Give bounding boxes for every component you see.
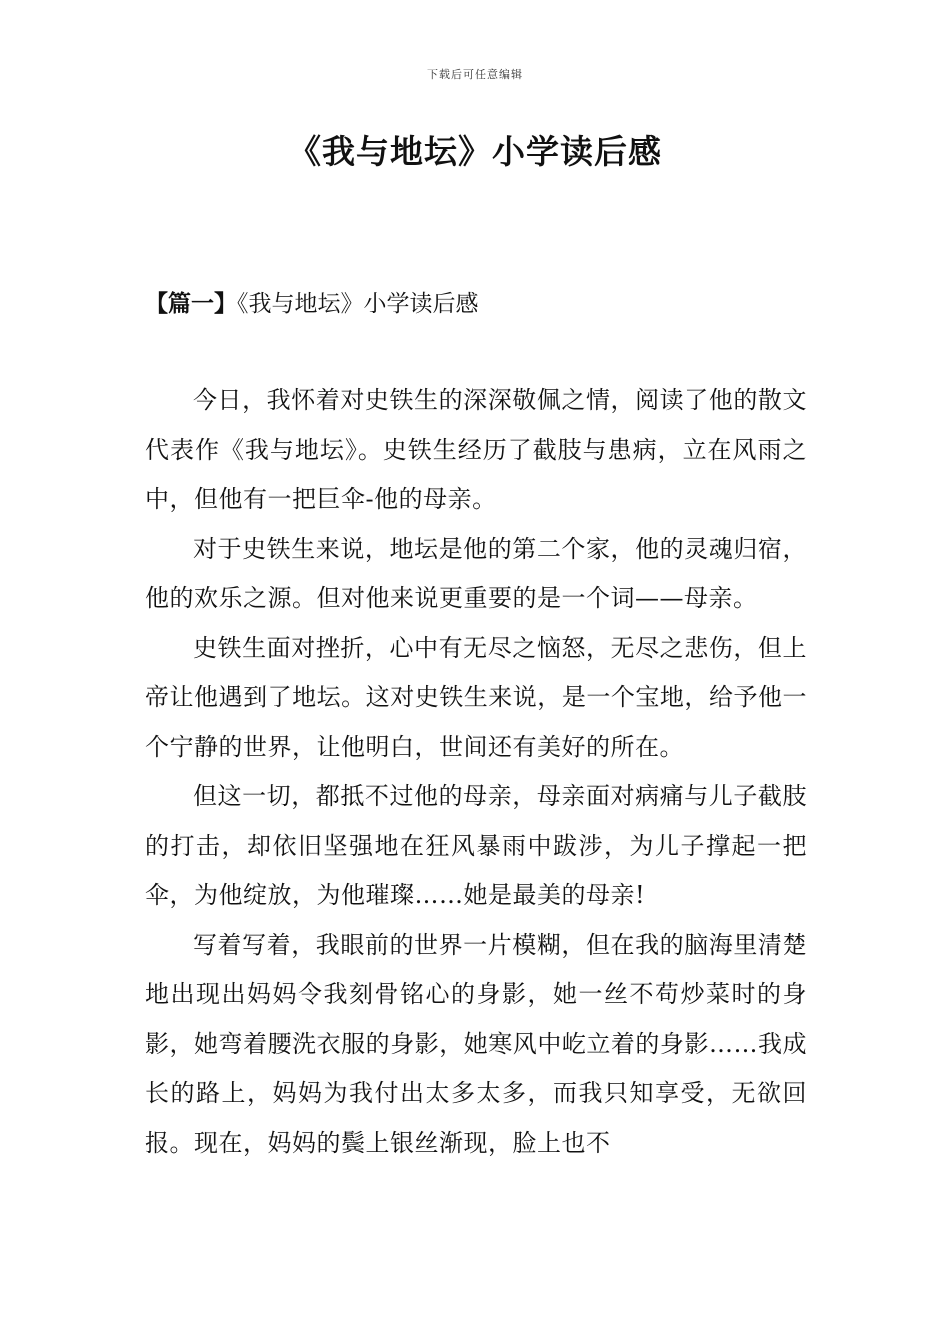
paragraph: 写着写着，我眼前的世界一片模糊，但在我的脑海里清楚地出现出妈妈令我刻骨铭心的身影，她一丝不苟炒菜时的身影，她弯着腰洗衣服的身影，她寒风中屹立着的身影……我成长的路上，妈妈为我付出太多太多，而我只知享受，无欲回报。现在，妈妈的鬓上银丝渐现，脸上也不 (145, 930, 807, 1157)
paragraph: 今日，我怀着对史铁生的深深敬佩之情，阅读了他的散文代表作《我与地坛》。史铁生经历了截肢与患病，立在风雨之中，但他有一把巨伞-他的母亲。 (145, 386, 807, 513)
header-note: 下载后可任意编辑 (427, 68, 523, 81)
paragraph: 但这一切，都抵不过他的母亲，母亲面对病痛与儿子截肢的打击，却依旧坚强地在狂风暴雨中跋涉，为儿子撑起一把伞，为他绽放，为他璀璨……她是最美的母亲! (145, 782, 807, 909)
section-heading-text: 《我与地坛》小学读后感 (237, 291, 479, 317)
section-heading (145, 285, 479, 318)
document-body (145, 376, 807, 1168)
paragraph: 对于史铁生来说，地坛是他的第二个家，他的灵魂归宿，他的欢乐之源。但对他来说更重要的是一个词——母亲。 (145, 534, 807, 612)
document-title: 《我与地坛》小学读后感 (288, 132, 662, 171)
paragraph: 史铁生面对挫折，心中有无尽之恼怒，无尽之悲伤，但上帝让他遇到了地坛。这对史铁生来说，是一个宝地，给予他一个宁静的世界，让他明白，世间还有美好的所在。 (145, 633, 807, 761)
section-marker: 【篇一】 (145, 290, 237, 317)
